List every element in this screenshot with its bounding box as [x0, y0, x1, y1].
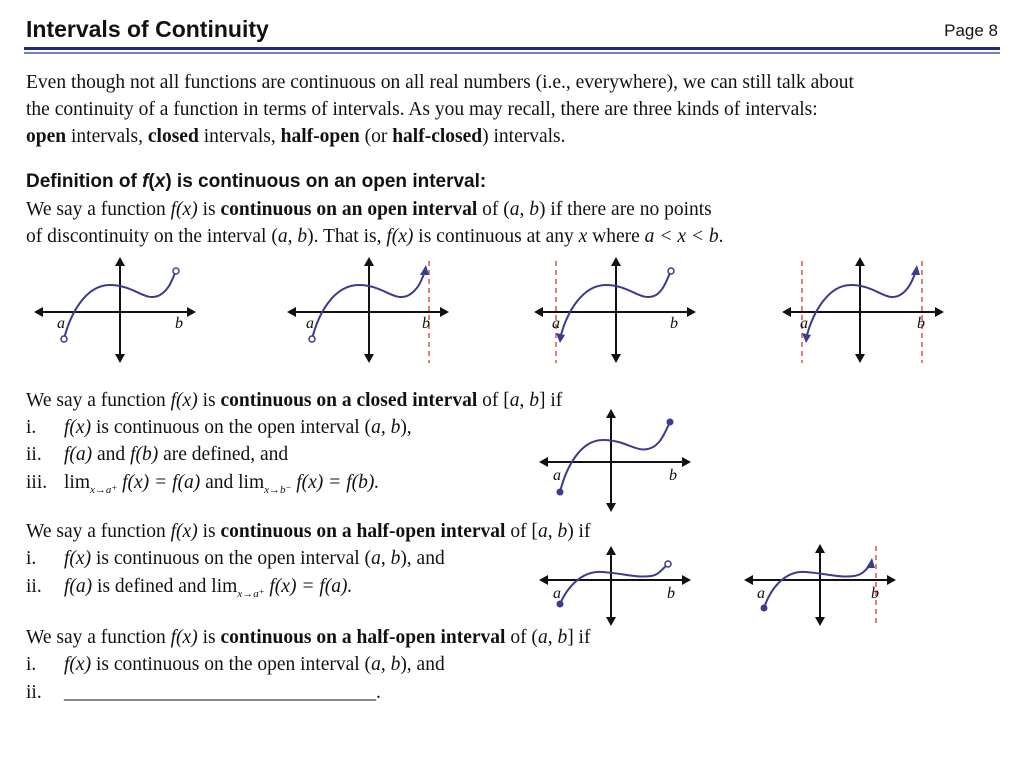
- header-rule-light: [24, 52, 1000, 54]
- svg-text:a: a: [553, 467, 561, 484]
- term-half-open: half-open: [280, 126, 360, 147]
- term-half-closed: half-closed: [392, 126, 483, 147]
- halfopen2-item-ii: ii. ________________________________.: [26, 682, 381, 703]
- halfopen2-item-i: i. f(x) is continuous on the open interval (a, b), and: [26, 654, 445, 675]
- graph-closed: [535, 408, 695, 513]
- halfopen1-item-i: i. f(x) is continuous on the open interval (a, b), and: [26, 548, 445, 569]
- svg-text:a: a: [757, 585, 765, 602]
- graph-halfopen-a-closed: [535, 546, 695, 626]
- fill-in-blank: ________________________________.: [64, 682, 381, 703]
- open-def-line-1: We say a function f(x) is continuous on an open interval of (a, b) if there are no points: [26, 199, 712, 220]
- open-endpoint-b: [173, 268, 179, 274]
- closed-def-line-1: We say a function f(x) is continuous on a closed interval of [a, b] if: [26, 390, 563, 411]
- svg-text:a: a: [306, 315, 314, 332]
- graph-halfopen-a-closed-asymptote: [740, 542, 900, 626]
- label-a: a: [57, 315, 65, 332]
- open-endpoint-a: [61, 336, 67, 342]
- halfopen1-line-1: We say a function f(x) is continuous on a half-open interval of [a, b) if: [26, 521, 591, 542]
- arrow-down-icon: [556, 333, 565, 343]
- svg-text:b: b: [422, 315, 430, 332]
- closed-def-item-ii: ii. f(a) and f(b) are defined, and: [26, 444, 289, 465]
- graph-open-1: [30, 255, 200, 365]
- svg-text:a: a: [553, 585, 561, 602]
- closed-def-item-i: i. f(x) is continuous on the open interval (a, b),: [26, 417, 412, 438]
- page-title: Intervals of Continuity: [26, 16, 269, 42]
- label-b: b: [175, 315, 183, 332]
- arrow-up-icon: [420, 265, 429, 275]
- svg-text:b: b: [667, 585, 675, 602]
- svg-text:b: b: [917, 315, 925, 332]
- graph-open-2: [283, 255, 453, 365]
- open-def-heading: Definition of f(x) is continuous on an open interval:: [26, 171, 487, 192]
- closed-endpoint-b: [667, 419, 674, 426]
- header-rule: [24, 47, 1000, 50]
- svg-text:b: b: [871, 585, 879, 602]
- graph-open-4: [778, 255, 948, 365]
- svg-text:a: a: [800, 315, 808, 332]
- svg-text:b: b: [670, 315, 678, 332]
- halfopen1-item-ii: ii. f(a) is defined and $\lim_{x\to a^+} f(x) = f(a)$.: [26, 576, 353, 600]
- intro-line-3: open intervals, closed intervals, half-open (or half-closed) intervals.: [26, 126, 566, 147]
- svg-text:b: b: [669, 467, 677, 484]
- open-def-line-2: of discontinuity on the interval (a, b). That is, f(x) is continuous at any x where a < x < b.: [26, 226, 724, 247]
- graph-open-3: [530, 255, 700, 365]
- intro-line-2: the continuity of a function in terms of intervals. As you may recall, there are three kinds of intervals:: [26, 99, 818, 120]
- closed-endpoint-a: [557, 489, 564, 496]
- svg-text:a: a: [552, 315, 560, 332]
- term-open: open: [26, 126, 67, 147]
- closed-def-item-iii: iii. $\lim_{x\to a^+} f(x) = f(a)$ and $\lim_{x\to b^-} f(x) = f(b)$.: [26, 472, 380, 496]
- term-closed: closed: [147, 126, 199, 147]
- page-number: Page 8: [944, 21, 998, 40]
- intro-line-1: Even though not all functions are continuous on all real numbers (i.e., everywhere), we can still talk about: [26, 72, 854, 93]
- halfopen2-line-1: We say a function f(x) is continuous on a half-open interval of (a, b] if: [26, 627, 591, 648]
